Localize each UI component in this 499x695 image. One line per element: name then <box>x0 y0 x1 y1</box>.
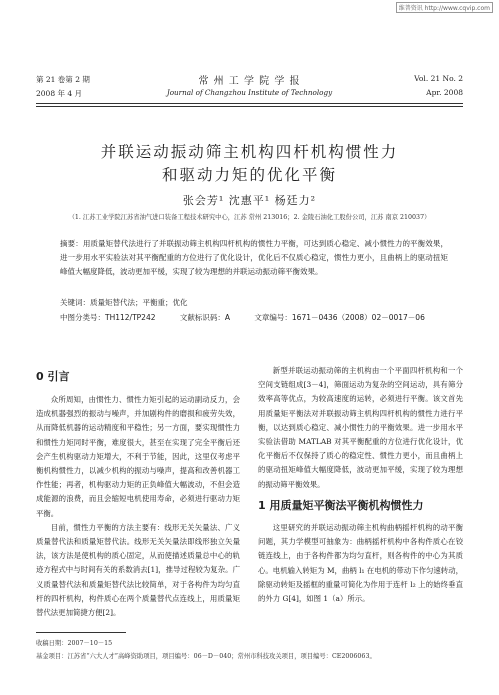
intro-paragraph-3: 新型并联运动振动筛的主机构由一个平面四杆机构和一个空间支链组成[3－4]，筛面运动为复杂的空间运动，具有筛分效率高等优点，为较高速度的运转，必须进行平衡。该文首先用质量矩平衡法对并联振动筛主机构四杆机构的惯性力进行平衡，以达到质心稳定、减小惯性力的平衡效果。进一步用水平实验法借助 MATLAB 对其平衡配重的方位进行优化设计，优化平衡后不仅保持了质心的稳定性、惯性力更小，而且曲柄上的驱动扭矩峰值大幅度降低，波动更加平缓，实现了较为理想的振动筛平衡效果。 <box>258 366 463 489</box>
header-rule <box>36 103 463 104</box>
abstract: 摘要：用质量矩替代法进行了并联振动筛主机构四杆机构的惯性力平衡，可达到质心稳定、减小惯性力的平衡效果，进一步用水平实验法对其平衡配重的方位进行了优化设计，优化后不仅质心稳定，惯性力更小，且曲柄上的驱动扭矩峰值大幅度降低，波动更加平缓，实现了较为理想的并联运动振动筛平衡效果。 <box>60 239 448 276</box>
journal-name-cn: 常 州 工 学 院 学 报 <box>198 76 301 87</box>
clc-number: 中图分类号：TH112/TP242 <box>60 313 156 322</box>
intro-paragraph-1: 众所周知，由惯性力、惯性力矩引起的运动副动反力，会造成机器强烈的振动与噪声，并加剧构件的磨损和疲劳失效，从而降低机器的运动精度和平稳性；另一方面，要实现惯性力和惯性力矩同时平衡，难度很大，甚至在实现了完全平衡后还会产生机构驱动力矩增大，不利于节能，因此，这里仅考虑平衡机构惯性力，以减少机构的振动与噪声，提高和改善机器工作性能；再者，机构驱动力矩的正负峰值大幅波动，不但会造成能源的浪费，而且会缩短电机使用寿命，必须进行驱动力矩平衡。 <box>36 395 240 518</box>
section1-paragraph: 这里研究的并联运动振动筛主机构曲柄摇杆机构的动平衡问题，其力学模型可抽象为：曲柄摇杆机构中各构件质心在铰链连线上，由于各构件都为均匀直杆，则各构件的中心为其质心。电机输入转矩为 M，曲柄 l₁ 在电机的带动下作匀速转动，除驱动转矩及摇框的重量可简化为作用于连杆 l₂ 上的始终垂直的外力 G[4]，如图 1（a）所示。 <box>258 523 463 604</box>
right-column-bottom <box>258 521 463 606</box>
intro-paragraph-2: 目前，惯性力平衡的方法主要有：线形无关矢量法、广义质量替代法和质量矩替代法。线形无关矢量法即线形独立矢量法，该方法是使机构的质心固定，从而使描述质量总中心的轨迹方程式中与时间有关的系数消去[1]，推导过程较为复杂。广义质量替代法和质量矩替代法比较简单，对于各构件为均匀直杆的四杆机构，构件质心在两个质量替代点连线上，用质量矩替代法更加简捷方便[2]。 <box>36 522 240 618</box>
volume-issue-left: 第 21 卷第 2 期 <box>36 75 90 84</box>
watermark: 维普资讯 http://www.cqvip.com <box>396 2 493 13</box>
paper-title-line1: 并联运动振动筛主机构四杆机构惯性力 <box>100 143 399 161</box>
fund-info: 基金项目：江苏省“六大人才”高峰资助项目，项目编号：06－D－040；常州市科技攻关项目，项目编号：CE2006063。 <box>36 653 376 660</box>
section1-heading: 1 用质量矩平衡法平衡机构惯性力 <box>258 499 424 512</box>
date-right: Apr. 2008 <box>426 88 463 97</box>
footnote-rule <box>36 632 126 633</box>
intro-heading: 0 引言 <box>36 370 70 383</box>
header-rule-thin <box>36 106 463 107</box>
left-column <box>36 393 240 620</box>
volume-issue-right: Vol. 21 No. 2 <box>414 74 463 83</box>
right-column-top <box>258 364 463 492</box>
keywords: 关键词：质量矩替代法；平衡重；优化 <box>60 298 188 307</box>
authors: 张会芳¹ 沈惠平¹ 杨廷力² <box>182 194 317 207</box>
paper-title-line2: 和驱动力矩的优化平衡 <box>161 166 337 184</box>
article-number: 文章编号：1671－0436（2008）02－0017－06 <box>254 313 425 322</box>
received-date: 收稿日期：2007－10－15 <box>36 640 113 647</box>
document-code: 文献标识码：A <box>179 313 231 322</box>
journal-name-en: Journal of Changzhou Institute of Technology <box>166 88 333 97</box>
date-left: 2008 年 4 月 <box>36 89 83 98</box>
affiliation: （1. 江苏工业学院江苏省油气进口装备工程技术研究中心，江苏 常州 213016；2. 金陵石油化工股份公司，江苏 南京 210037） <box>68 214 431 221</box>
classification-line <box>60 312 460 323</box>
